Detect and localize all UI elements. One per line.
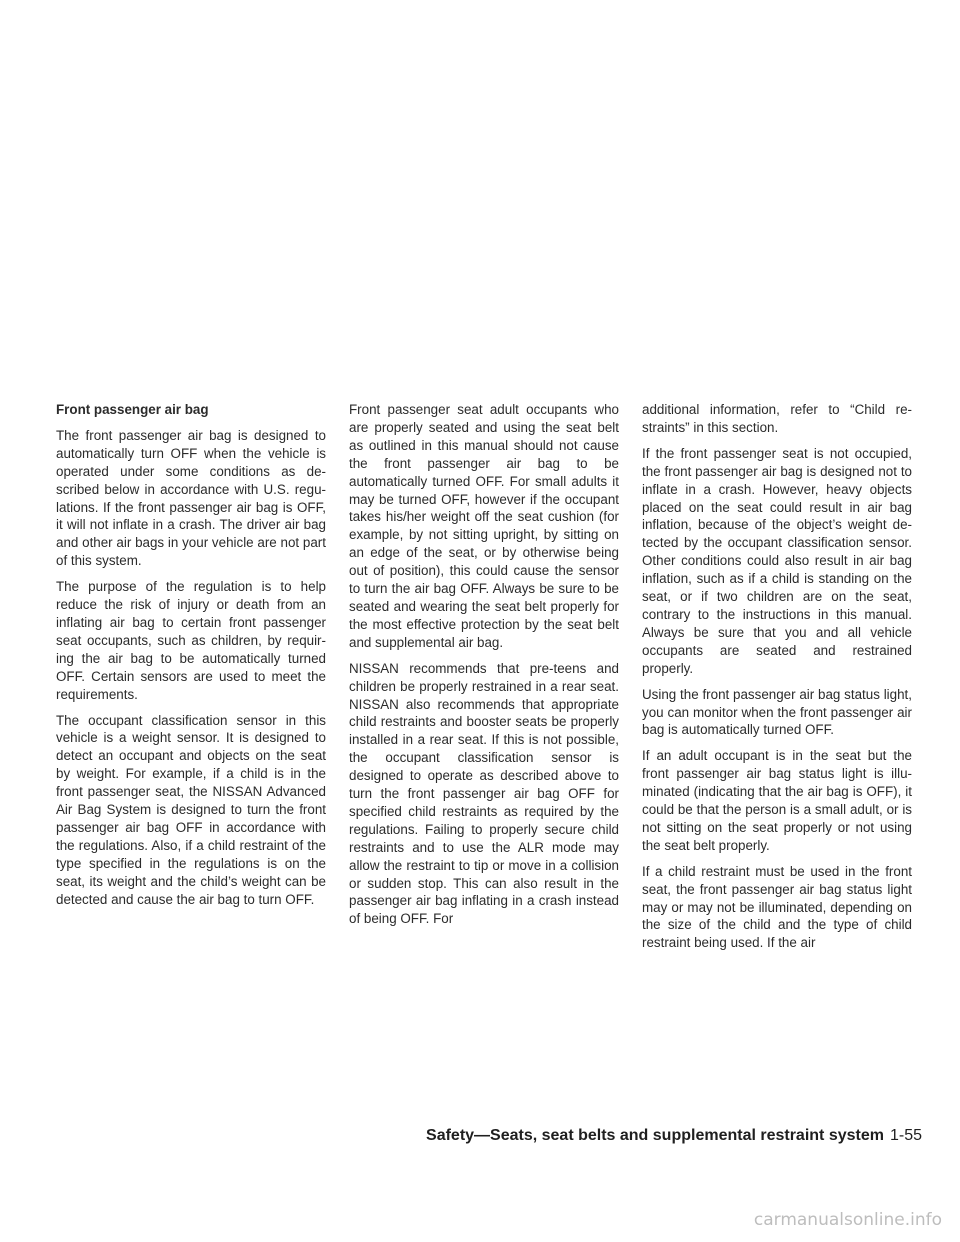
footer-section-title: Safety—Seats, seat belts and supplemental restraint system — [426, 1127, 884, 1144]
paragraph: If the front passenger seat is not occupied, the front passenger air bag is designed not to inflate in a crash. However, heavy objects placed on the seat could result in air bag inflation, because of the object’s weight detected by the occupant classification sensor. Other conditions could also result in air bag inflation, such as if a child is standing on the seat, or if two children are on the seat, contrary to the instructions in this manual. Always be sure that you and all vehicle occupants are seated and restrained properly. — [642, 445, 912, 676]
paragraph: The occupant classification sensor in this vehicle is a weight sensor. It is designed to detect an occupant and objects on the seat by weight. For example, if a child is in the front passenger seat, the NISSAN Advanced Air Bag System is designed to turn the front passenger air bag OFF in accordance with the regulations. Also, if a child restraint of the type specified in the regulations is on the seat, its weight and the child’s weight can be detected and cause the air bag to turn OFF. — [56, 712, 326, 907]
text-column-3 — [642, 401, 912, 960]
paragraph: additional information, refer to “Child restraints” in this section. — [642, 402, 912, 435]
paragraph: The purpose of the regulation is to help reduce the risk of injury or death from an inflating air bag to certain front passenger seat occupants, such as children, by requiring the air bag to be automatically turned OFF. Certain sensors are used to meet the requirements. — [56, 579, 326, 702]
paragraph: If a child restraint must be used in the front seat, the front passenger air bag status light may or may not be illuminated, depending on the size of the child and the type of child restraint being used. If the air — [642, 863, 912, 951]
paragraph: If an adult occupant is in the seat but the front passenger air bag status light is illuminated (indicating that the air bag is OFF), it could be that the person is a small adult, or is not sitting on the seat properly or not using the seat belt properly. — [642, 748, 912, 853]
watermark: carmanualsonline.info — [753, 1210, 942, 1230]
paragraph: The front passenger air bag is designed to automatically turn OFF when the vehicle is operated under some conditions as described below in accordance with U.S. regulations. If the front passenger air bag is OFF, it will not inflate in a crash. The driver air bag and other air bags in your vehicle are not part of this system. — [56, 427, 326, 569]
section-heading: Front passenger air bag — [56, 402, 209, 417]
text-column-2 — [349, 401, 619, 936]
paragraph: Using the front passenger air bag status light, you can monitor when the front passenger air bag is automatically turned OFF. — [642, 686, 912, 738]
page-footer — [426, 1127, 922, 1145]
text-column-1 — [56, 401, 326, 916]
paragraph: Front passenger seat adult occupants who are properly seated and using the seat belt as outlined in this manual should not cause the front passenger air bag to be automatically turned OFF. For small adults it may be turned OFF, however if the occupant takes his/her weight off the seat cushion (for example, by not sitting upright, by sitting on an edge of the seat, or by otherwise being out of position), this could cause the sensor to turn the air bag OFF. Always be sure to be seated and wearing the seat belt properly for the most effective protection by the seat belt and supplemental air bag. — [349, 402, 619, 650]
paragraph: NISSAN recommends that pre-teens and children be properly restrained in a rear seat. NISSAN also recommends that appropriate child restraints and booster seats be properly installed in a rear seat. If this is not possible, the occupant classification sensor is designed to operate as described above to turn the front passenger air bag OFF for specified child restraints as required by the regulations. Failing to properly secure child restraints and to use the ALR mode may allow the restraint to tip or move in a collision or sudden stop. This can also result in the passenger air bag inflating in a crash instead of being OFF. For — [349, 660, 619, 927]
page-number: 1-55 — [889, 1127, 922, 1144]
